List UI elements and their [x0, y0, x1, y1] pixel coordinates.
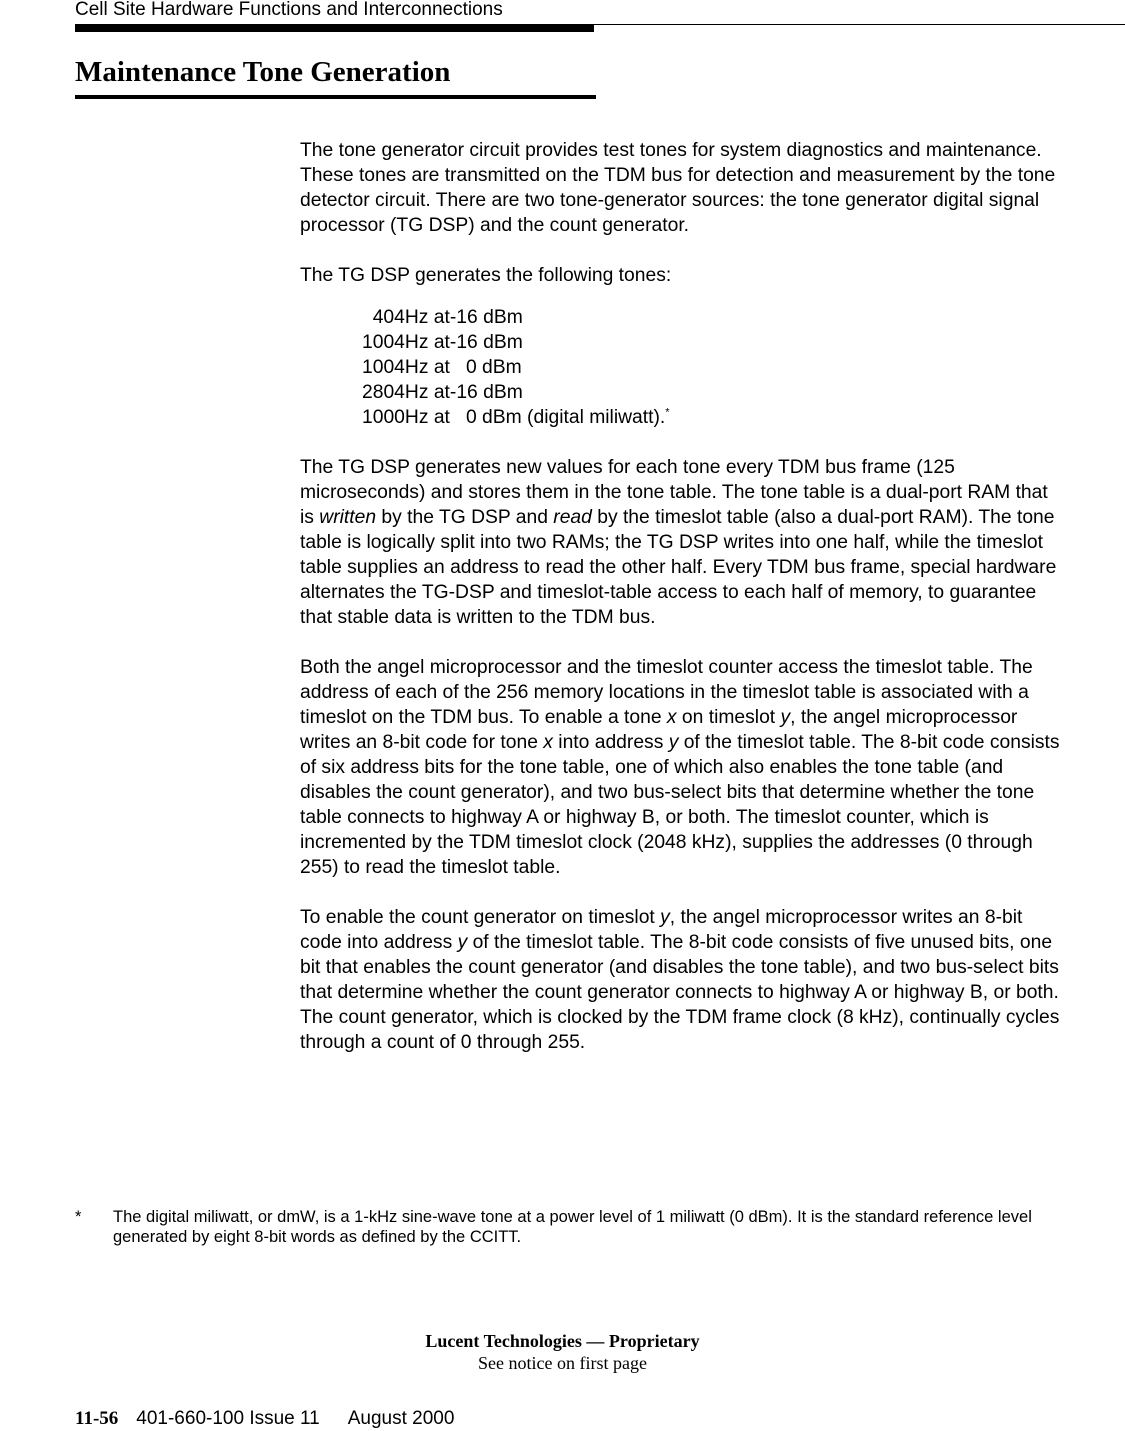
document-number: 401-660-100 Issue 11 [136, 1408, 320, 1429]
text-run: of the timeslot table. The 8-bit code consists of five unused bits, one bit that enables the count generator (and disables the tone table), and two bus-select bits that determine whether the count generator connects to highway A or highway B, or both. The count generator, which is clocked by the TDM frame clock (8 kHz), continually cycles through a count of 0 through 255. [300, 932, 1060, 1053]
text-run: into address [552, 732, 669, 753]
variable-y: y [668, 732, 679, 753]
tone-list-item: 1004Hz at 0 dBm [362, 357, 522, 378]
text-run: To enable the count generator on timeslot [300, 907, 661, 928]
text-run: of the timeslot table. The 8-bit code consists of six address bits for the tone table, one of which also enables the tone table (and disables the count generator), and two bus-select bits that determine whether the tone table connects to highway A or highway B, or both. The timeslot counter, which is incremented by the TDM timeslot clock (2048 kHz), supplies the addresses (0 through 255) to read the timeslot table. [300, 732, 1060, 878]
page-number: 11-56 [75, 1408, 119, 1429]
tone-list-item: 2804Hz at-16 dBm [362, 382, 523, 403]
paragraph-tone-table [300, 455, 1060, 630]
tone-list-item: 1004Hz at-16 dBm [362, 332, 523, 353]
text-run: , the angel microprocessor writes an 8-bit code for tone [300, 707, 1018, 753]
footer-proprietary: Lucent Technologies — Proprietary [425, 1331, 700, 1351]
page-footer [75, 1407, 454, 1431]
text-run: by the TG DSP and [376, 507, 554, 528]
paragraph-intro: The tone generator circuit provides test tones for system diagnostics and maintenance. These tones are transmitted on the TDM bus for detection and measurement by the tone detector circuit. There are two tone-generator sources: the tone generator digital signal processor (TG DSP) and the count generator. [300, 140, 1056, 236]
variable-x: x [666, 707, 677, 728]
publication-date: August 2000 [347, 1408, 455, 1429]
running-header: Cell Site Hardware Functions and Interconnections [75, 0, 503, 20]
emphasis-read: read [553, 507, 592, 528]
paragraph-count-generator [300, 905, 1060, 1055]
text-run: Both the angel microprocessor and the timeslot counter access the timeslot table. The address of each of the 256 memory locations in the timeslot table is associated with a timeslot on the TDM bus. To enable a tone [300, 657, 1033, 728]
footer-notice: See notice on first page [478, 1353, 647, 1373]
body-text [300, 138, 1060, 1080]
footnote-reference[interactable]: * [665, 406, 670, 419]
text-run: by the timeslot table (also a dual-port RAM). The tone table is logically split into two RAMs; the TG DSP writes into one half, while the timeslot table supplies an address to read the other half. Every TDM bus frame, special hardware alternates the TG-DSP and timeslot-table access to each half of memory, to guarantee that stable data is written to the TDM bus. [300, 507, 1057, 628]
footnote-mark: * [75, 1208, 82, 1226]
tone-list-item: 404Hz at-16 dBm [362, 307, 523, 328]
variable-y: y [660, 907, 670, 928]
tone-list [362, 305, 1060, 430]
text-run: The TG DSP generates new values for each tone every TDM bus frame (125 microseconds) and stores them in the tone table. The tone table is a dual-port RAM that is [300, 457, 1048, 528]
text-run: on timeslot [676, 707, 781, 728]
emphasis-written: written [319, 507, 377, 528]
text-run: , the angel microprocessor writes an 8-bit code into address [300, 907, 1023, 953]
variable-y: y [457, 932, 468, 953]
variable-x: x [543, 732, 553, 753]
title-rule [75, 95, 596, 99]
header-rule-bar [75, 24, 594, 32]
paragraph-tones-lead: The TG DSP generates the following tones: [300, 265, 672, 286]
footnote-text: The digital miliwatt, or dmW, is a 1-kHz sine-wave tone at a power level of 1 miliwatt (0 dBm). It is the standard reference level generated by eight 8-bit words as defined by the CCITT. [113, 1208, 1032, 1246]
tone-list-item-last [362, 405, 1060, 430]
variable-y: y [780, 707, 791, 728]
section-title: Maintenance Tone Generation [75, 56, 451, 88]
tone-text: 1000Hz at 0 dBm (digital miliwatt). [362, 407, 666, 428]
paragraph-timeslot-table [300, 655, 1060, 880]
